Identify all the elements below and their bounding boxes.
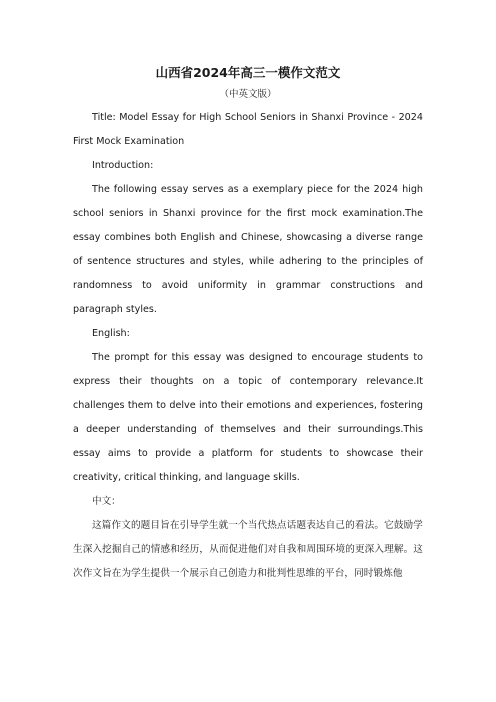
introduction-heading: Introduction: [92,160,154,171]
introduction-paragraph: The following essay serves as a exemplary piece for the 2024 high school seniors in Shanxi province for the first mock examination.The essay combines both English and Chinese, showcasing a diverse range of sentence structures and styles, while adhering to the principles of randomness to avoid uniformity in grammar constructions and paragraph styles. [73,184,423,315]
chinese-paragraph: 这篇作文的题目旨在引导学生就一个当代热点话题表达自己的看法。它鼓励学生深入挖掘自己的情感和经历，从而促进他们对自我和周围环境的更深入理解。这次作文旨在为学生提供一个展示自己创造力和批判性思维的平台，同时锻炼他 [73,520,423,579]
document-subtitle: （中英文版） [219,89,277,100]
document-title: 山西省2024年高三一模作文范文 [155,65,341,80]
essay-title-paragraph: Title: Model Essay for High School Seniors in Shanxi Province - 2024 First Mock Examination [73,112,423,147]
chinese-heading: 中文： [92,496,121,507]
english-heading: English: [92,328,130,339]
english-paragraph: The prompt for this essay was designed to encourage students to express their thoughts on a topic of contemporary relevance.It challenges them to delve into their emotions and experiences, fostering a deeper understanding of themselves and their surroundings.This essay aims to provide a platform for students to showcase their creativity, critical thinking, and language skills. [73,352,423,483]
